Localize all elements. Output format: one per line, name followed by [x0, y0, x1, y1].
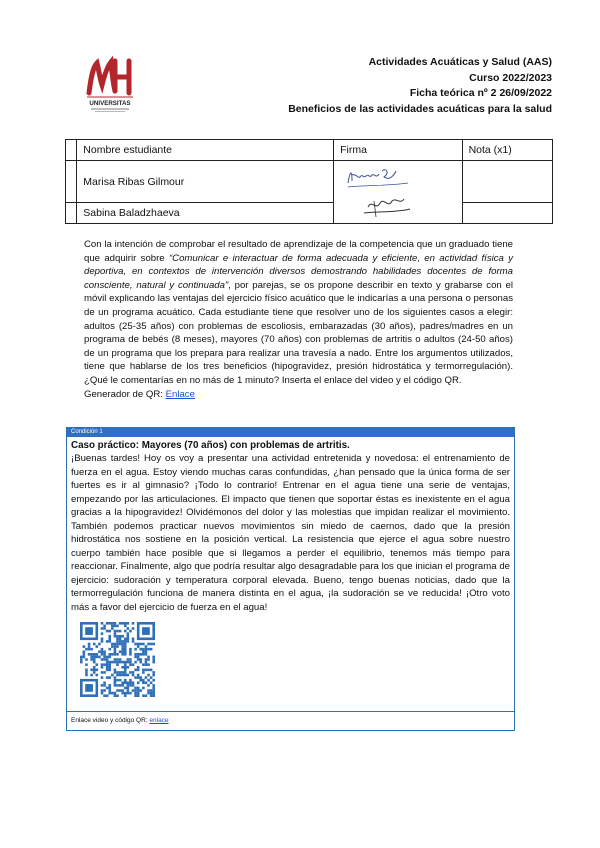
student-grade [462, 203, 552, 224]
video-link[interactable]: enlace [149, 717, 169, 724]
table-header-row [66, 140, 553, 161]
table-row [66, 161, 553, 203]
signature-image [338, 161, 418, 223]
university-logo-icon [85, 53, 135, 115]
case-box [66, 427, 515, 731]
competence-quote: “Comunicar e interactuar de forma adecuada y eficiente, en actividad física y deportiva, en contextos de intervención diversos demostrando habilidades docentes de forma consciente, natural y continuada” [84, 252, 513, 291]
qr-code-icon [80, 622, 155, 697]
student-name: Marisa Ribas Gilmour [77, 161, 334, 203]
qr-code [80, 622, 155, 697]
table-cell [66, 161, 77, 203]
signature-header: Firma [334, 140, 462, 161]
course-title: Actividades Acuáticas y Salud (AAS) [368, 56, 552, 68]
logo-caption: UNIVERSITAS [89, 100, 131, 107]
document-header [288, 55, 552, 117]
signatures-cell [334, 161, 462, 224]
qr-generator-link[interactable]: Enlace [165, 388, 195, 400]
student-name-header: Nombre estudiante [77, 140, 334, 161]
instructions-text: Con la intención de comprobar el resultado de aprendizaje de la competencia que un graduado tiene que adquirir sobre “Comunicar e interactuar de forma adecuada y eficiente, en actividad física y deportiva, en contextos de intervención diversos demostrando habilidades docentes de forma consciente, natural y continuada”, por parejas, se os propone describir en texto y grabarse con el móvil explicando las ventajas del ejercicio físico acuático que le indicarías a una persona o personas de un programa acuático. Cada estudiante tiene que resolver uno de los siguientes casos a elegir: adultos (25-35 años) con problemas de escoliosis, embarazadas (30 años), padres/madres en un programa de bebés (8 meses), mayores (70 años) con problemas de artritis o adultos (24-50 años) de un programa que los prepara para realizar una travesía a nado. Entre los argumentos utilizados, tiene que hablarse de los tres beneficios (hipogravidez, presión hidrostática y termorregulación). ¿Qué le comentarías en no más de 1 minuto? Inserta el enlace del video y el código QR. [84, 239, 513, 386]
students-table [65, 139, 553, 224]
course-year: Curso 2022/2023 [469, 71, 552, 84]
case-title: Caso práctico: Mayores (70 años) con problemas de artritis. [71, 440, 350, 451]
grade-header: Nota (x1) [462, 140, 552, 161]
table-row [66, 203, 553, 224]
case-text: ¡Buenas tardes! Hoy os voy a presentar una actividad entretenida y novedosa: el entrenamiento de fuerza en el agua. Estoy viendo muchas caras confundidas, ¿han pensado que la única forma de ser fuertes es ir al gimnasio? ¡Todo lo contrario! Entrenar en el agua tiene una serie de ventajas, empezando por las articulaciones. El impacto que tienen que soportar éstas es inexistente en el agua gracias a la hipogravidez! Olvidémonos del dolor y las molestias que impidan realizar el movimiento. También podemos practicar nuevos movimientos sin miedo de caernos, dado que la presión hidrostática nos sostiene en la posición vertical. La resistencia que ejerce el agua sobre nuestro cuerpo también hace posible que si llegamos a perder el equilibrio, tenemos más tiempo para reaccionar. Finalmente, algo que podría resultar algo desagradable para los que inician el programa de ejercicio: sudoración y temperatura corporal elevada. Bueno, tengo buenas noticias, dado que la termorregulación funciona de manera distinta en el agua, ¡la sudoración se ve reducida! ¡Otro voto más a favor del ejercicio de fuerza en el agua! [71, 453, 510, 613]
table-cell [66, 140, 77, 161]
video-link-footer: Enlace video y código QR: enlace [67, 711, 514, 730]
table-cell [66, 203, 77, 224]
condition-bar: Condición 1 [67, 428, 514, 437]
qr-generator-line: Generador de QR: Enlace [84, 388, 195, 400]
student-name: Sabina Baladzhaeva [77, 203, 334, 224]
sheet-topic: Beneficios de las actividades acuáticas para la salud [288, 102, 552, 115]
student-grade [462, 161, 552, 203]
instructions [84, 238, 513, 401]
university-logo [85, 53, 135, 115]
sheet-number-date: Ficha teórica nº 2 26/09/2022 [409, 87, 552, 99]
